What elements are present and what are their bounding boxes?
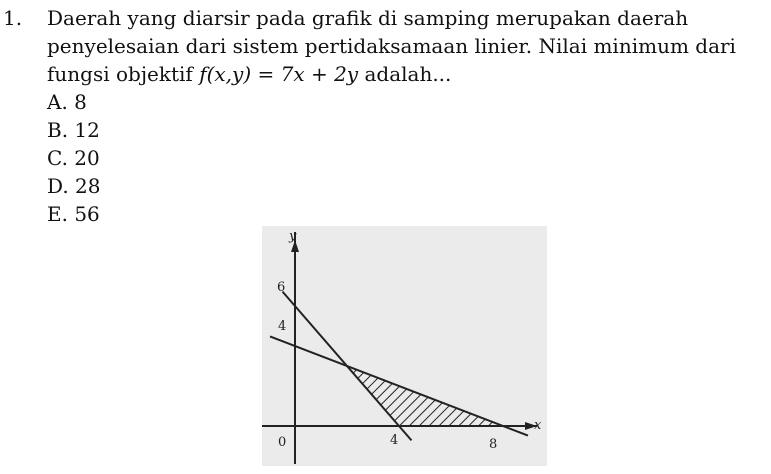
question-line-1: Daerah yang diarsir pada grafik di samping merupakan daerah [47,6,689,30]
question-line-3 [47,60,765,88]
objective-function: f(x,y) = 7x + 2y [199,62,359,86]
graph-background [262,226,547,466]
answer-options [47,88,101,228]
option-b[interactable]: B. 12 [47,118,100,142]
option-e[interactable]: E. 56 [47,202,100,226]
graph-svg [262,226,547,466]
x-tick-label-4: 4 [390,433,399,448]
option-a[interactable]: A. 8 [47,90,87,114]
y-axis-label: y [289,229,297,244]
option-c[interactable]: C. 20 [47,146,100,170]
x-axis-label: x [534,418,542,433]
graph-figure [262,226,547,466]
question-text [47,4,765,88]
origin-label: 0 [278,435,287,450]
option-d[interactable]: D. 28 [47,174,101,198]
question-line-2: penyelesaian dari sistem pertidaksamaan linier. Nilai minimum dari [47,34,736,58]
question-line-3-suffix: adalah... [358,62,452,86]
y-tick-label-4: 4 [278,319,287,334]
question-number: 1. [3,6,23,30]
y-tick-label-6: 6 [277,280,286,295]
question-line-3-prefix: fungsi objektif [47,62,200,86]
x-tick-label-8: 8 [489,437,498,452]
